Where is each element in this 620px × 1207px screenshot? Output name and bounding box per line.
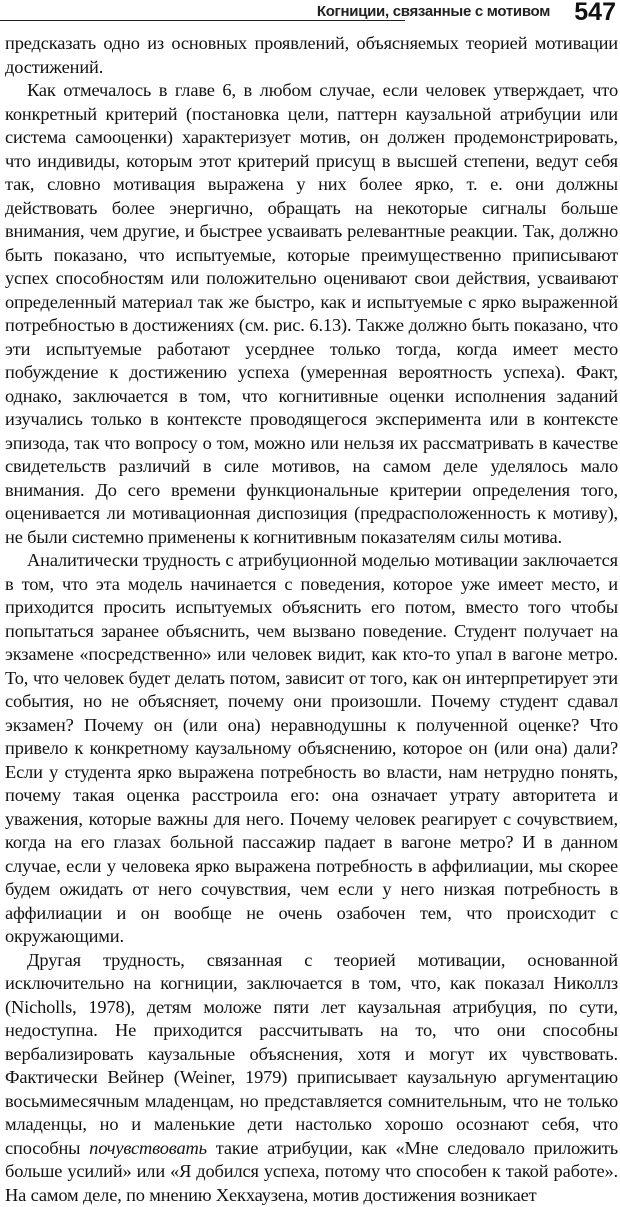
emphasized-word: почувствовать (89, 1138, 207, 1158)
paragraph-cognition-difficulty (5, 949, 618, 1207)
page-header (0, 0, 620, 30)
paragraph-attribution-difficulty: Аналитически трудность с атрибуционной моделью мотивации заключается в том, что эта модель начинается с поведения, которое уже имеет место, и приходится просить испытуемых объяснить его потом, вместо того чтобы попытаться заранее объяснить, чем вызвано поведение. Студент получает на экзамене «посредственно» или человек видит, как кто-то упал в вагоне метро. То, что человек будет делать потом, зависит от того, как он интерпретирует эти события, но не объясняет, почему они произошли. Почему студент сдавал экзамен? Почему он (или она) неравнодушны к полученной оценке? Что привело к конкретному каузальному объяснению, которое он (или она) дали? Если у студента ярко выражена потребность во власти, нам нетрудно понять, почему такая оценка расстроила его: она означает утрату авторитета и уважения, которые важны для него. Почему человек реагирует с сочувствием, когда на его глазах больной пассажир падает в вагоне метро? И в данном случае, если у человека ярко выражена потребность в аффилиации, мы скорее будем ожидать от него сочувствия, чем если у него низкая потребность в аффилиации и он вообще не очень озабочен тем, что происходит с окружающими. (5, 549, 618, 949)
paragraph-motive-criteria: Как отмечалось в главе 6, в любом случае, если человек утверждает, что конкретный критерий (постановка цели, паттерн каузальной атрибуции или система самооценки) характеризует мотив, он должен продемонстрировать, что индивиды, которым этот критерий присущ в высшей степени, ведут себя так, словно мотивация выражена у них более ярко, т. е. они должны действовать более энергично, обращать на некоторые сигналы больше внимания, чем другие, и быстрее усваивать релевантные реакции. Так, должно быть показано, что испытуемые, которые преимущественно приписывают успех способностям или положительно оценивают свои действия, усваивают определенный материал так же быстро, как и испытуемые с ярко выраженной потребностью в достижениях (см. рис. 6.13). Также должно быть показано, что эти испытуемые работают усерднее только тогда, когда имеет место побуждение к достижению успеха (умеренная вероятность успеха). Факт, однако, заключается в том, что когнитивные оценки исполнения заданий изучались только в контексте проводящегося эксперимента или в контексте эпизода, так что вопросу о том, можно или нельзя их рассматривать в качестве свидетельств различий в силе мотивов, на самом деле уделялось мало внимания. До сего времени функциональные критерии определения того, оценивается ли мотивационная диспозиция (предрасположенность к мотиву), не были системно применены к когнитивным показателям силы мотива. (5, 79, 618, 549)
body-text (5, 32, 618, 1207)
header-rule (0, 20, 405, 21)
paragraph-text-part: такие атрибуции, как «Мне следовало приложить больше усилий» или «Я добился успеха, потому что способен к такой работе». На самом деле, по мнению Хекхаузена, мотив достижения возникает (5, 1138, 618, 1205)
paragraph-continuation: предсказать одно из основных проявлений, объясняемых теорией мотивации достижений. (5, 32, 618, 79)
page-number: 547 (574, 0, 616, 27)
running-title: Когниции, связанные с мотивом (317, 3, 550, 20)
paragraph-text-part: Другая трудность, связанная с теорией мотивации, основанной исключительно на когниции, заключается в том, что, как показал Николлз (Nicholls, 1978), детям моложе пяти лет каузальная атрибуция, по сути, недоступна. Не приходится рассчитывать на то, что они способны вербализировать каузальные объяснения, хотя и могут их чувствовать. Фактически Вейнер (Weiner, 1979) приписывает каузальную аргументацию восьмимесячным младенцам, но представляется сомнительным, что не только младенцы, но и маленькие дети настолько хорошо осознают себя, что способны (5, 950, 618, 1158)
